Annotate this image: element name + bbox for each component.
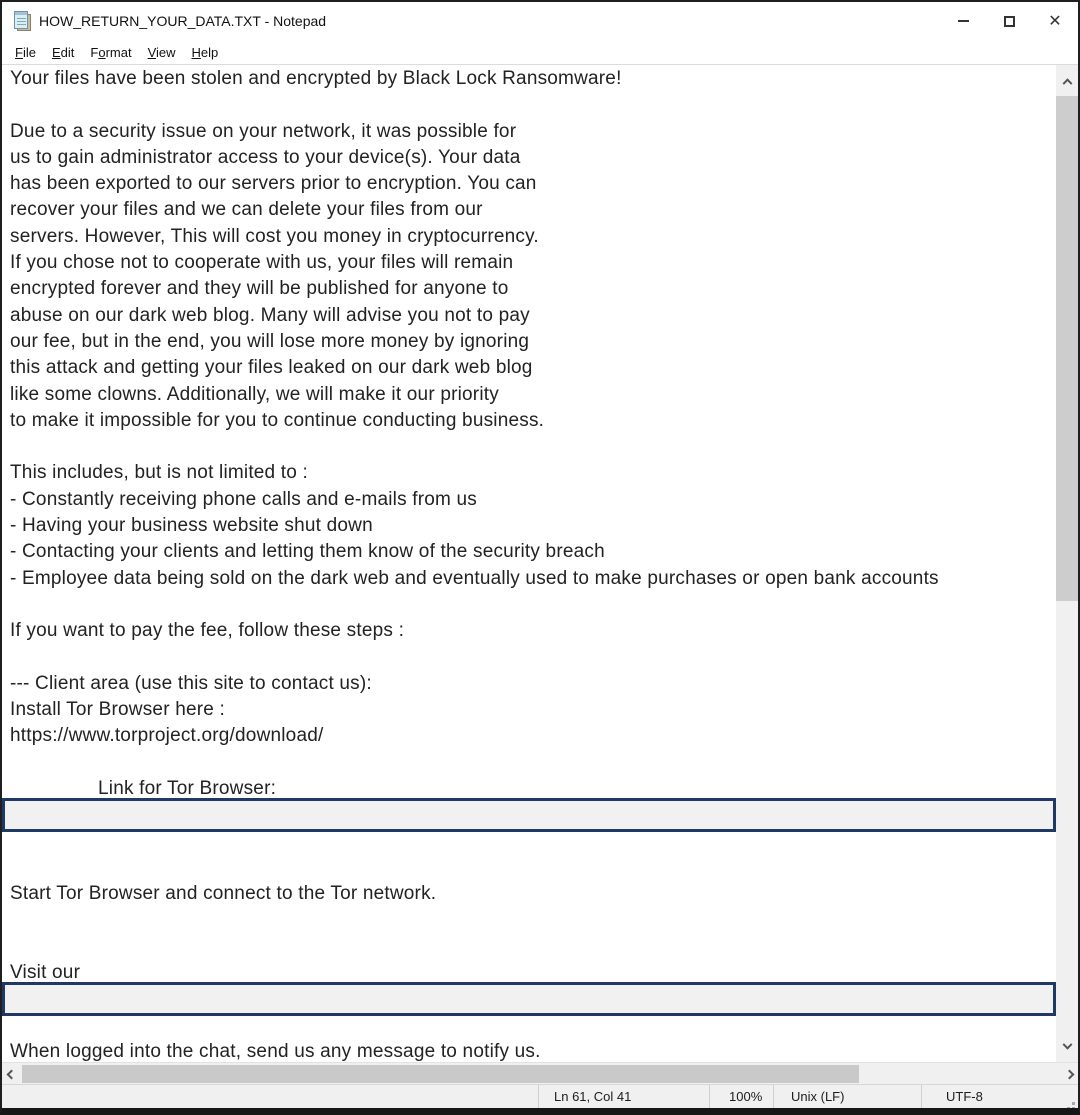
text-line: - Constantly receiving phone calls and e-mails from us [10, 488, 478, 510]
close-button[interactable] [1032, 2, 1078, 40]
text-line [10, 434, 1056, 460]
status-encoding: UTF-8 [921, 1085, 1078, 1108]
text-line: Install Tor Browser here : [10, 699, 225, 721]
chevron-left-icon [6, 1069, 16, 1079]
text-line: - Contacting your clients and letting them know of the security breach [10, 541, 605, 563]
menu-item-format[interactable]: Format [90, 44, 132, 60]
redacted-box [2, 798, 1056, 832]
menu-bar [2, 40, 1078, 64]
text-line: us to gain administrator access to your device(s). Your data [10, 146, 521, 168]
text-line: When logged into the chat, send us any message to notify us. [10, 1041, 541, 1062]
status-line-ending: Unix (LF) [773, 1085, 921, 1108]
text-line: servers. However, This will cost you money in cryptocurrency. [10, 225, 539, 247]
minimize-button[interactable] [940, 2, 986, 40]
horizontal-scrollbar-thumb[interactable] [22, 1065, 859, 1083]
resize-grip-icon[interactable] [1072, 1102, 1075, 1105]
chevron-down-icon [1062, 1039, 1072, 1049]
text-line: our fee, but in the end, you will lose more money by ignoring [10, 330, 530, 352]
text-line: Your files have been stolen and encrypted by Black Lock Ransomware! [10, 68, 622, 89]
status-bar [2, 1084, 1078, 1108]
menu-item-edit[interactable]: Edit [51, 44, 75, 60]
text-line: Link for Tor Browser: [98, 778, 277, 800]
text-line: --- Client area (use this site to contact us): [10, 672, 372, 694]
text-line: has been exported to our servers prior to encryption. You can [10, 173, 537, 195]
text-line: Due to a security issue on your network, it was possible for [10, 120, 517, 142]
menu-item-view[interactable]: View [147, 44, 176, 60]
window-title: HOW_RETURN_YOUR_DATA.TXT - Notepad [39, 13, 327, 29]
text-line [10, 829, 1056, 855]
text-line: - Employee data being sold on the dark web and eventually used to make purchases or open bank accounts [10, 567, 939, 589]
text-line: abuse on our dark web blog. Many will advise you not to pay [10, 304, 530, 326]
vertical-scrollbar-thumb[interactable] [1056, 96, 1078, 601]
text-line: like some clowns. Additionally, we will make it our priority [10, 383, 499, 405]
text-line: recover your files and we can delete your files from our [10, 199, 483, 221]
close-icon: ✕ [1048, 11, 1062, 30]
text-line: - Having your business website shut down [10, 515, 373, 537]
text-line: If you chose not to cooperate with us, your files will remain [10, 252, 514, 274]
text-line: Start Tor Browser and connect to the Tor network. [10, 883, 437, 905]
text-line [10, 645, 1056, 671]
status-cursor-position: Ln 61, Col 41 [538, 1085, 709, 1108]
text-line: this attack and getting your files leaked on our dark web blog [10, 357, 533, 379]
text-line [10, 855, 1056, 881]
editor-area [2, 64, 1078, 1062]
text-line: Visit our [10, 962, 81, 984]
menu-item-help[interactable]: Help [191, 44, 219, 60]
scroll-up-button[interactable] [1056, 65, 1078, 95]
text-line: encrypted forever and they will be published for anyone to [10, 278, 509, 300]
scroll-right-button[interactable] [1060, 1063, 1078, 1085]
text-line [10, 92, 1056, 118]
maximize-button[interactable] [986, 2, 1032, 40]
redacted-box [2, 982, 1056, 1016]
scroll-left-button[interactable] [2, 1063, 20, 1085]
chevron-right-icon [1064, 1069, 1074, 1079]
chevron-up-icon [1062, 78, 1072, 88]
window-controls [940, 2, 1078, 40]
menu-item-file[interactable]: File [15, 44, 36, 60]
text-line [10, 750, 1056, 776]
title-bar [2, 2, 1078, 40]
vertical-scrollbar[interactable] [1056, 65, 1078, 1062]
text-line [10, 1013, 1056, 1039]
text-line [10, 592, 1056, 618]
text-line [10, 908, 1056, 934]
text-line: This includes, but is not limited to : [10, 462, 309, 484]
text-line: to make it impossible for you to continue conducting business. [10, 409, 545, 431]
minimize-icon [958, 20, 969, 22]
text-line [10, 934, 1056, 960]
text-editor[interactable] [2, 65, 1056, 1062]
horizontal-scrollbar[interactable] [2, 1062, 1078, 1084]
status-spacer [2, 1085, 538, 1108]
scroll-down-button[interactable] [1056, 1032, 1078, 1062]
text-line: If you want to pay the fee, follow these steps : [10, 620, 405, 642]
notepad-icon-page [14, 11, 28, 29]
maximize-icon [1004, 16, 1015, 27]
text-line: https://www.torproject.org/download/ [10, 725, 324, 747]
notepad-icon [14, 11, 31, 31]
status-zoom-level: 100% [709, 1085, 773, 1108]
